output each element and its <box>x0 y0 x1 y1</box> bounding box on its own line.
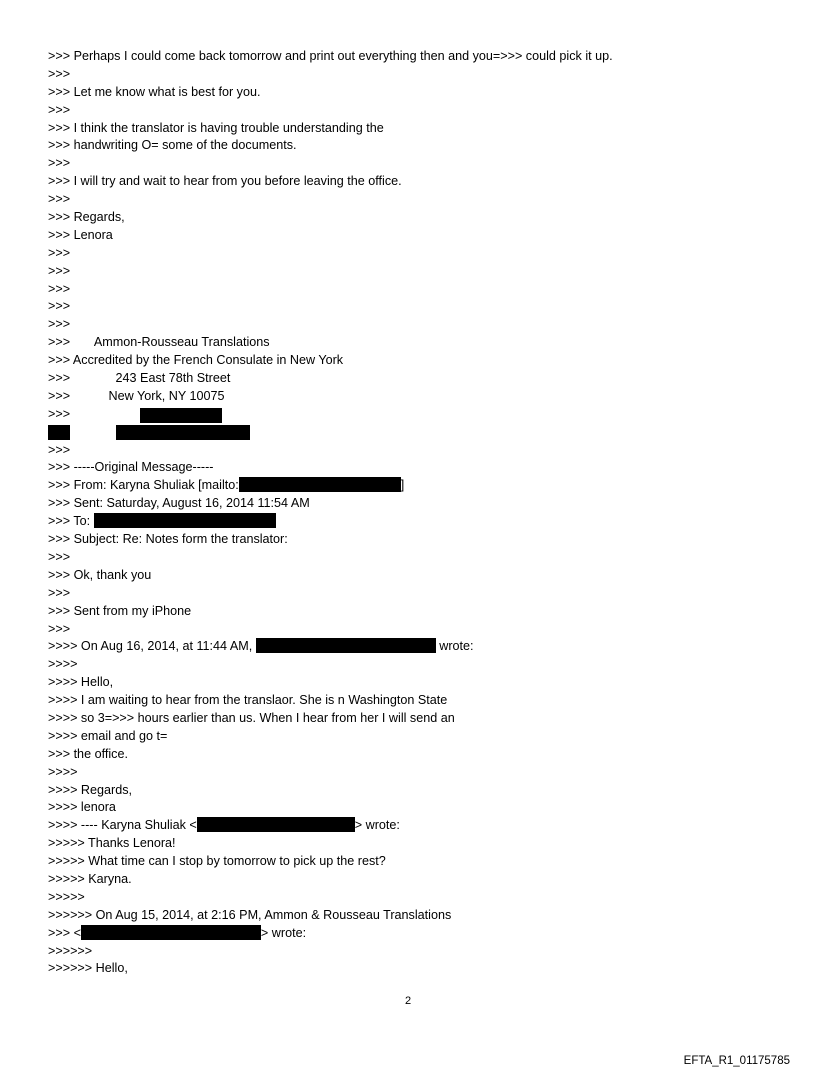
document-id: EFTA_R1_01175785 <box>683 1055 790 1067</box>
quoted-lines-end <box>48 943 768 979</box>
quoted-line: >>>> <box>48 764 78 779</box>
attribution-wrote: wrote: <box>435 639 474 654</box>
quoted-line: >>> Perhaps I could come back tomorrow and print out everything then and you=>>> could pick it up. <box>48 49 613 63</box>
signature-city: >>> New York, NY 10075 <box>48 388 225 403</box>
quoted-line: >>> <box>48 585 71 600</box>
quoted-line: >>> <box>48 281 71 296</box>
attribution-aug16 <box>48 638 768 656</box>
redaction-box <box>140 408 222 423</box>
signature-prefix: >>> <box>48 406 71 421</box>
quoted-line: >>> I think the translator is having trouble understanding the <box>48 120 384 135</box>
header-subject: >>> Subject: Re: Notes form the translator: <box>48 532 288 547</box>
quoted-line: >>>> <box>48 657 78 672</box>
quoted-line: >>> Let me know what is best for you. <box>48 84 261 99</box>
quoted-lines-top <box>48 48 768 334</box>
from-suffix: ] <box>400 478 405 493</box>
quoted-line: >>>> Regards, <box>48 782 133 797</box>
signature-accreditation: >>> Accredited by the French Consulate in New York <box>48 353 344 368</box>
redaction-box <box>239 477 401 492</box>
quoted-line: >>> I will try and wait to hear from you before leaving the office. <box>48 174 402 189</box>
attribution-wrote: > wrote: <box>354 818 400 833</box>
signature-company: >>> Ammon-Rousseau Translations <box>48 335 270 350</box>
quoted-line: >>> <box>48 549 71 564</box>
quoted-line: >>> <box>48 102 71 117</box>
quoted-line: >>>>>> <box>48 943 93 958</box>
quoted-line: >>> Ok, thank you <box>48 567 152 582</box>
quoted-line: >>> <box>48 245 71 260</box>
quoted-line: >>> Regards, <box>48 210 125 225</box>
attribution-text: >>>> ---- Karyna Shuliak < <box>48 818 197 833</box>
attribution-karyna <box>48 817 768 835</box>
email-thread <box>48 48 768 978</box>
quoted-line: >>> Lenora <box>48 227 113 242</box>
quoted-line: >>>>> <box>48 889 85 904</box>
quoted-line: >>>> lenora <box>48 800 116 815</box>
header-to <box>48 513 768 531</box>
quoted-line: >>> <box>48 621 71 636</box>
attribution-text: >>>> On Aug 16, 2014, at 11:44 AM, <box>48 639 253 654</box>
quoted-line: >>> <box>48 156 71 171</box>
attribution-wrote: > wrote: <box>260 925 307 940</box>
quoted-line: >>> Sent from my iPhone <box>48 603 192 618</box>
quoted-line: >>> <box>48 317 71 332</box>
redaction-box <box>256 638 436 653</box>
quoted-lines-lenora <box>48 656 768 817</box>
quoted-line: >>>> I am waiting to hear from the translaor. She is n Washington State <box>48 693 448 708</box>
to-label: >>> To: <box>48 514 91 529</box>
quoted-line: >>>>> Thanks Lenora! <box>48 836 176 851</box>
redaction-box <box>197 817 355 832</box>
quoted-line: >>>>>> Hello, <box>48 961 128 976</box>
header-from <box>48 477 768 495</box>
quoted-line: >>> <box>48 299 71 314</box>
signature-redacted-line <box>48 406 768 424</box>
quoted-lines-karyna <box>48 835 768 924</box>
quoted-lines-mid <box>48 549 768 638</box>
redaction-box <box>116 425 250 440</box>
quoted-line: >>>>> What time can I stop by tomorrow to pick up the rest? <box>48 854 386 869</box>
quoted-line: >>> the office. <box>48 746 128 761</box>
redacted-line <box>48 424 768 442</box>
redaction-box <box>81 925 261 940</box>
from-label: >>> From: Karyna Shuliak [mailto: <box>48 478 239 493</box>
quoted-line: >>>>>> On Aug 15, 2014, at 2:16 PM, Ammon & Rousseau Translations <box>48 907 452 922</box>
quoted-line: >>>> Hello, <box>48 675 114 690</box>
quoted-line: >>> <box>48 192 71 207</box>
quoted-line: >>>>> Karyna. <box>48 871 132 886</box>
quoted-line: >>> <box>48 263 71 278</box>
redaction-box <box>94 513 276 528</box>
quoted-line: >>>> email and go t= <box>48 728 168 743</box>
signature-street: >>> 243 East 78th Street <box>48 371 231 386</box>
attribution-ammon <box>48 925 768 943</box>
quoted-line: >>> <box>48 66 71 81</box>
redaction-box <box>48 425 70 440</box>
quoted-line: >>> handwriting O= some of the documents. <box>48 138 297 153</box>
attribution-text: >>> < <box>48 925 81 940</box>
quoted-line: >>> <box>48 442 71 457</box>
quoted-line: >>>> so 3=>>> hours earlier than us. When I hear from her I will send an <box>48 710 455 725</box>
header-sent: >>> Sent: Saturday, August 16, 2014 11:54 AM <box>48 496 310 511</box>
original-message-separator: >>> -----Original Message----- <box>48 460 214 475</box>
page-number: 2 <box>404 995 412 1007</box>
